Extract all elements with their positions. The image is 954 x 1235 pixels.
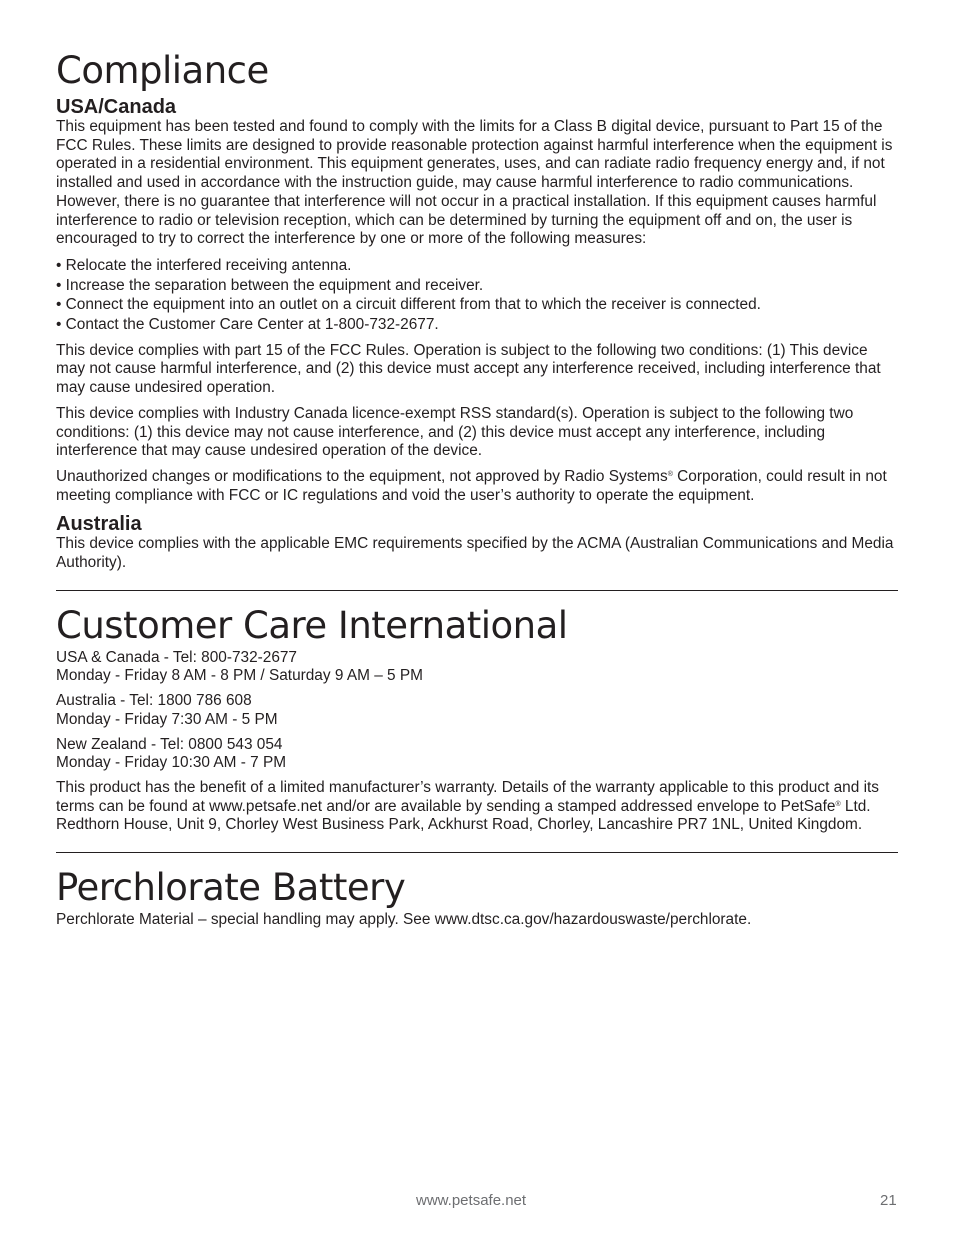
- page-number: 21: [880, 1192, 897, 1209]
- australia-heading: Australia: [56, 513, 142, 536]
- region-tel: USA & Canada - Tel: 800-732-2677: [56, 648, 297, 666]
- fcc-statement-paragraph: This device complies with part 15 of the FCC Rules. Operation is subject to the following two conditions: (1) This device may not cause harmful interference, and (2) this device must accept any interference received, including interference that may cause undesired operation.: [56, 341, 881, 397]
- perchlorate-section: [56, 865, 898, 930]
- ic-statement-paragraph: This device complies with Industry Canada licence-exempt RSS standard(s). Operation is subject to the following two conditions: (1) this device may not cause interference, and (2) this device must accept any interference, including interference that may cause undesired operation of the device.: [56, 404, 854, 460]
- section-divider: [56, 852, 898, 853]
- region-hours: Monday - Friday 10:30 AM - 7 PM: [56, 754, 287, 772]
- registered-mark: ®: [835, 800, 841, 808]
- measures-list: [56, 256, 898, 335]
- list-item: • Increase the separation between the equipment and receiver.: [56, 276, 898, 296]
- australia-paragraph: This device complies with the applicable EMC requirements specified by the ACMA (Australian Communications and Media Authority).: [56, 535, 894, 572]
- warranty-text-start: This product has the benefit of a limited manufacturer’s warranty. Details of the warranty applicable to this product and its terms can be found at www.petsafe.net and/or are available by sending a stamped addressed envelope to PetSafe: [56, 778, 879, 815]
- compliance-section: [56, 48, 898, 573]
- unauthorized-changes-paragraph: [56, 468, 898, 505]
- registered-mark: ®: [667, 470, 673, 478]
- manual-page: [56, 48, 898, 937]
- perchlorate-title: Perchlorate Battery: [56, 866, 406, 910]
- customer-care-title: Customer Care International: [56, 603, 568, 647]
- list-item: • Contact the Customer Care Center at 1-800-732-2677.: [56, 315, 898, 335]
- usa-canada-heading: USA/Canada: [56, 96, 177, 118]
- section-divider: [56, 590, 898, 591]
- list-item: • Connect the equipment into an outlet on a circuit different from that to which the receiver is connected.: [56, 295, 898, 315]
- region-tel: New Zealand - Tel: 0800 543 054: [56, 735, 283, 753]
- footer-url: www.petsafe.net: [416, 1192, 527, 1209]
- region-hours: Monday - Friday 8 AM - 8 PM / Saturday 9 AM – 5 PM: [56, 667, 423, 685]
- region-australia: [56, 692, 898, 729]
- fcc-intro-paragraph: This equipment has been tested and found to comply with the limits for a Class B digital device, pursuant to Part 15 of the FCC Rules. These limits are designed to provide reasonable protection against harmful interference when the equipment is operated in a residential environment. This equipment generates, uses, and can radiate radio frequency energy and, if not installed and used in accordance with the instruction guide, may cause harmful interference to radio communications. However, there is no guarantee that interference will not occur in a practical installation. If this equipment causes harmful interference to radio or television reception, which can be determined by turning the equipment off and on, the user is encouraged to try to correct the interference by one or more of the following measures:: [56, 118, 893, 248]
- warranty-paragraph: [56, 779, 898, 835]
- region-hours: Monday - Friday 7:30 AM - 5 PM: [56, 710, 278, 728]
- warranty-text-end: Ltd. Redthorn House, Unit 9, Chorley West Business Park, Ackhurst Road, Chorley, Lancashire PR7 1NL, United Kingdom.: [56, 797, 871, 834]
- list-item: • Relocate the interfered receiving antenna.: [56, 256, 898, 276]
- unauthorized-text-start: Unauthorized changes or modifications to the equipment, not approved by Radio Systems: [56, 467, 668, 485]
- region-usa-canada: [56, 649, 898, 686]
- region-tel: Australia - Tel: 1800 786 608: [56, 692, 252, 710]
- compliance-title: Compliance: [56, 49, 269, 92]
- region-new-zealand: [56, 736, 898, 773]
- unauthorized-text-end: Corporation, could result in not meeting compliance with FCC or IC regulations and void the user’s authority to operate the equipment.: [56, 467, 887, 504]
- perchlorate-paragraph: Perchlorate Material – special handling may apply. See www.dtsc.ca.gov/hazardouswaste/perchlorate.: [56, 911, 752, 929]
- customer-care-section: [56, 603, 898, 835]
